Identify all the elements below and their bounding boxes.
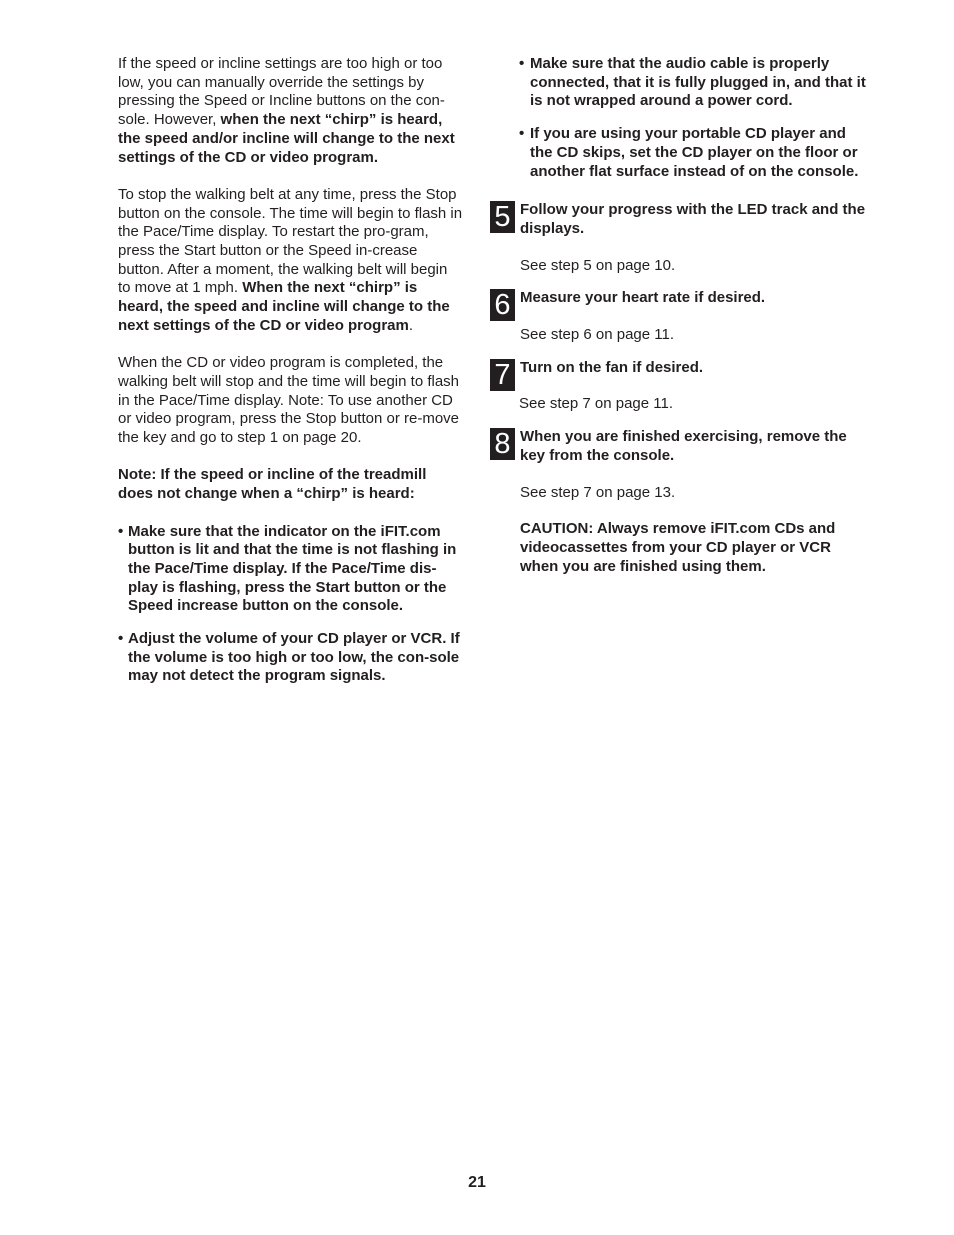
step-number-badge: 7 bbox=[490, 359, 515, 391]
caution-text: CAUTION: Always remove iFIT.com CDs and videocassettes from your CD player or VCR when you are finished using them. bbox=[520, 520, 836, 575]
right-column bbox=[490, 55, 870, 576]
step-number-badge: 8 bbox=[490, 428, 515, 460]
bullet-item: • If you are using your portable CD player and the CD skips, set the CD player on the floor or another flat surface instead of on the console. bbox=[519, 125, 859, 180]
left-column bbox=[118, 55, 464, 700]
step-reference: See step 7 on page 13. bbox=[520, 483, 676, 501]
step-number-badge: 6 bbox=[490, 289, 515, 321]
step-6 bbox=[490, 289, 870, 344]
step-7 bbox=[490, 359, 870, 414]
paragraph-program-completed: When the CD or video program is completed, the walking belt will stop and the time will begin to flash in the Pace/Time display. Note: To use another CD or video program, press the Stop button or re-move the key and go to step 1 on page 20. bbox=[118, 354, 460, 447]
step-title: Turn on the fan if desired. bbox=[520, 358, 704, 376]
bullet-dot: • bbox=[519, 125, 525, 143]
step-8 bbox=[490, 428, 870, 502]
paragraph-stop-belt: To stop the walking belt at any time, press the Stop button on the console. The time will begin to flash in the Pace/Time display. To restart the pro-gram, press the Start button or the Speed in-crease button. After a moment, the walking belt will begin to move at 1 mph. When the next “chirp” is heard, the speed and incline will change to the next settings of the CD or video program. bbox=[118, 185, 463, 334]
step-reference: See step 6 on page 11. bbox=[520, 326, 675, 344]
bullet-item: • Adjust the volume of your CD player or VCR. If the volume is too high or too low, the con-sole may not detect the program signals. bbox=[118, 630, 460, 685]
step-reference: See step 7 on page 11. bbox=[519, 395, 674, 413]
step-reference: See step 5 on page 10. bbox=[520, 256, 676, 274]
bullet-dot: • bbox=[118, 630, 124, 648]
step-title: When you are finished exercising, remove the key from the console. bbox=[520, 428, 847, 464]
page-number: 21 bbox=[468, 1174, 486, 1191]
bullet-dot: • bbox=[118, 522, 124, 540]
paragraph-manual-override: If the speed or incline settings are too high or too low, you can manually override the settings by pressing the Speed or Incline buttons on the con-sole. However, when the next “chirp” is heard, the speed and/or incline will change to the next settings of the CD or video program. bbox=[118, 55, 455, 166]
bullet-item: • Make sure that the audio cable is properly connected, that it is fully plugged in, and that it is not wrapped around a power cord. bbox=[519, 55, 866, 110]
note-heading: Note: If the speed or incline of the treadmill does not change when a “chirp” is heard: bbox=[118, 466, 427, 503]
bullet-item: • Make sure that the indicator on the iFIT.com button is lit and that the time is not flashing in the Pace/Time display. If the Pace/Time dis-play is flashing, press the Start button or the Speed increase button on the console. bbox=[118, 522, 457, 615]
step-5 bbox=[490, 201, 870, 275]
step-title: Measure your heart rate if desired. bbox=[520, 289, 766, 307]
bullet-dot: • bbox=[519, 55, 525, 72]
step-title: Follow your progress with the LED track and the displays. bbox=[520, 201, 866, 237]
step-number-badge: 5 bbox=[490, 201, 515, 233]
